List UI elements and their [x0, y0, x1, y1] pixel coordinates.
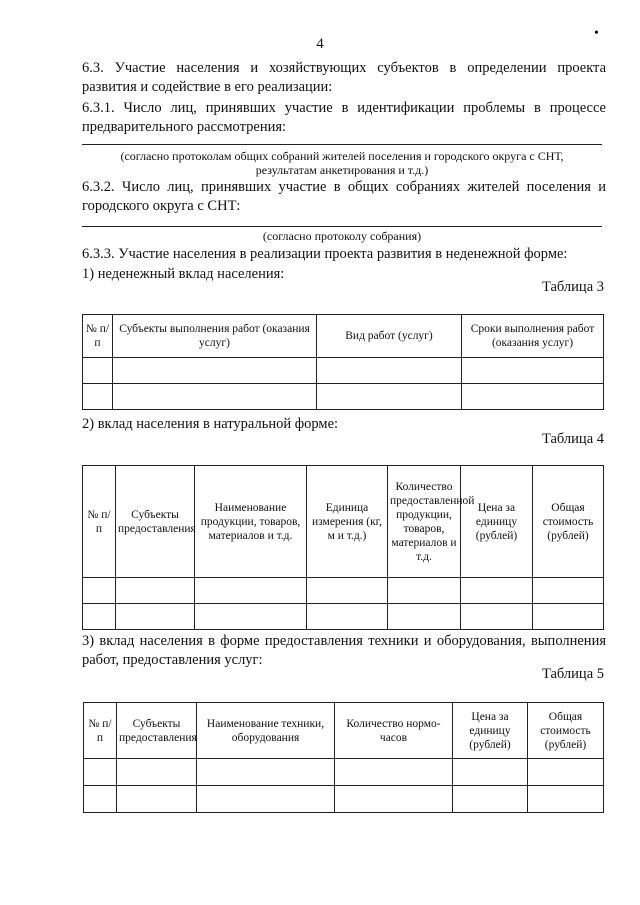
table4-header-total: Общая стоимость (рублей): [533, 466, 604, 578]
table5-header-total: Общая стоимость (рублей): [528, 703, 604, 759]
table-cell[interactable]: [117, 759, 197, 786]
table5-header-equipment: Наименование техники, оборудования: [197, 703, 335, 759]
table-cell[interactable]: [83, 384, 113, 410]
table-cell[interactable]: [116, 604, 195, 630]
table-cell[interactable]: [461, 604, 533, 630]
table-cell[interactable]: [195, 604, 307, 630]
table-cell[interactable]: [83, 358, 113, 384]
table-row: [83, 604, 604, 630]
table-cell[interactable]: [117, 786, 197, 813]
table-cell[interactable]: [462, 384, 604, 410]
section-6-3-2: 6.3.2. Число лиц, принявших участие в общих собраниях жителей поселения и городского округа с СНТ:: [82, 179, 606, 214]
table3-header-terms: Сроки выполнения работ (оказания услуг): [462, 315, 604, 358]
table-cell[interactable]: [528, 786, 604, 813]
page-number: 4: [316, 36, 324, 52]
input-line-2: [82, 226, 602, 227]
table-cell[interactable]: [533, 604, 604, 630]
table-cell[interactable]: [528, 759, 604, 786]
item-2: 2) вклад населения в натуральной форме:: [82, 416, 339, 432]
table3-header-work-type: Вид работ (услуг): [317, 315, 462, 358]
note-1-line2: результатам анкетирования и т.д.): [255, 163, 429, 177]
table-cell[interactable]: [453, 759, 528, 786]
table-cell[interactable]: [453, 786, 528, 813]
table4-header-unit: Единица измерения (кг, м и т.д.): [307, 466, 388, 578]
section-6-3-1: 6.3.1. Число лиц, принявших участие в идентификации проблемы в процессе предварительного рассмотрения:: [82, 100, 606, 135]
table-row: [83, 358, 604, 384]
table-cell[interactable]: [317, 358, 462, 384]
table-cell[interactable]: [83, 604, 116, 630]
table5-header-subjects: Субъекты предоставления: [117, 703, 197, 759]
table5-header-num: № п/п: [84, 703, 117, 759]
corner-mark: •: [594, 26, 599, 41]
table-cell[interactable]: [307, 578, 388, 604]
table3-header-subjects: Субъекты выполнения работ (оказания услуг): [113, 315, 317, 358]
table-row: [83, 578, 604, 604]
table-row: [84, 759, 604, 786]
table-cell[interactable]: [116, 578, 195, 604]
table-cell[interactable]: [113, 358, 317, 384]
table5-caption: Таблица 5: [541, 666, 604, 682]
table5-header-hours: Количество нормо-часов: [335, 703, 453, 759]
table4-caption: Таблица 4: [541, 431, 604, 447]
table-cell[interactable]: [113, 384, 317, 410]
table-cell[interactable]: [197, 786, 335, 813]
table-cell[interactable]: [533, 578, 604, 604]
table-cell[interactable]: [197, 759, 335, 786]
table-cell[interactable]: [195, 578, 307, 604]
input-line-1: [82, 144, 602, 145]
table-cell[interactable]: [317, 384, 462, 410]
table-cell[interactable]: [461, 578, 533, 604]
table4-header-product: Наименование продукции, товаров, материалов и т.д.: [195, 466, 307, 578]
section-6-3: 6.3. Участие населения и хозяйствующих субъектов в определении проекта развития и содействие в его реализации:: [82, 60, 606, 95]
table-row: [83, 384, 604, 410]
table4-header-quantity: Количество предоставленной продукции, товаров, материалов и т.д.: [388, 466, 461, 578]
table-cell[interactable]: [462, 358, 604, 384]
table5-header-price: Цена за единицу (рублей): [453, 703, 528, 759]
table-cell[interactable]: [388, 604, 461, 630]
table-cell[interactable]: [335, 759, 453, 786]
table-cell[interactable]: [83, 578, 116, 604]
table-cell[interactable]: [84, 759, 117, 786]
table-cell[interactable]: [388, 578, 461, 604]
note-1-line1: (согласно протоколам общих собраний жителей поселения и городского округа с СНТ,: [120, 149, 564, 163]
table-cell[interactable]: [84, 786, 117, 813]
table-5: [83, 702, 604, 813]
table-cell[interactable]: [307, 604, 388, 630]
table-cell[interactable]: [335, 786, 453, 813]
note-2: (согласно протоколу собрания): [262, 229, 422, 243]
table-row: [84, 786, 604, 813]
item-1: 1) неденежный вклад населения:: [82, 266, 285, 282]
table-3: [82, 314, 604, 410]
table4-header-num: № п/п: [83, 466, 116, 578]
item-3: 3) вклад населения в форме предоставления техники и оборудования, выполнения работ, предоставления услуг:: [82, 633, 606, 668]
section-6-3-3: 6.3.3. Участие населения в реализации проекта развития в неденежной форме:: [82, 246, 568, 262]
table3-header-num: № п/п: [83, 315, 113, 358]
table3-caption: Таблица 3: [541, 279, 604, 295]
table4-header-price: Цена за единицу (рублей): [461, 466, 533, 578]
table4-header-subjects: Субъекты предоставления: [116, 466, 195, 578]
table-4: [82, 465, 604, 630]
